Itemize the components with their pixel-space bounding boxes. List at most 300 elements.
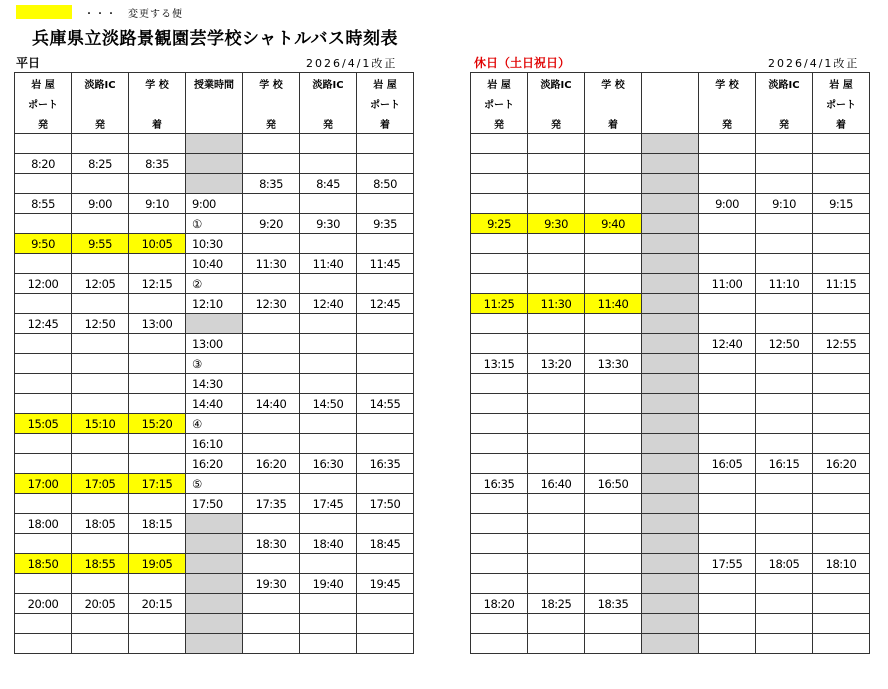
header-cell (642, 93, 699, 113)
time-cell (471, 614, 528, 634)
time-cell: 18:30 (243, 534, 300, 554)
time-cell (15, 354, 72, 374)
time-cell (129, 354, 186, 374)
table-row (471, 194, 870, 214)
time-cell (243, 634, 300, 654)
time-cell (813, 394, 870, 414)
time-cell (756, 354, 813, 374)
header-cell: ポート (813, 93, 870, 113)
header-cell: 発 (15, 113, 72, 134)
time-cell (15, 534, 72, 554)
table-row (471, 414, 870, 434)
time-cell (471, 374, 528, 394)
time-cell (756, 594, 813, 614)
time-cell (756, 414, 813, 434)
time-cell: 9:10 (756, 194, 813, 214)
table-row (471, 634, 870, 654)
time-cell (72, 634, 129, 654)
time-cell (243, 514, 300, 534)
time-cell (357, 414, 414, 434)
time-cell (699, 154, 756, 174)
header-row (15, 93, 414, 113)
time-cell (129, 374, 186, 394)
table-row (15, 574, 414, 594)
time-cell (699, 414, 756, 434)
time-cell (15, 174, 72, 194)
time-cell (15, 134, 72, 154)
time-cell (72, 574, 129, 594)
header-cell: ポート (357, 93, 414, 113)
time-cell: 9:20 (243, 214, 300, 234)
header-cell (528, 93, 585, 113)
time-cell (129, 134, 186, 154)
table-row (15, 494, 414, 514)
time-cell (471, 234, 528, 254)
time-cell (528, 554, 585, 574)
time-cell: 9:30 (300, 214, 357, 234)
time-cell: 11:30 (243, 254, 300, 274)
time-cell (528, 174, 585, 194)
time-cell (585, 494, 642, 514)
time-cell (699, 434, 756, 454)
time-cell (642, 134, 699, 154)
time-cell (756, 534, 813, 554)
time-cell (186, 534, 243, 554)
time-cell: 11:10 (756, 274, 813, 294)
time-cell (813, 634, 870, 654)
table-row (15, 554, 414, 574)
header-cell: 岩 屋 (15, 73, 72, 94)
page-title: 兵庫県立淡路景観園芸学校シャトルバス時刻表 (32, 29, 398, 49)
time-cell (813, 294, 870, 314)
table-row (15, 334, 414, 354)
time-cell (642, 374, 699, 394)
table-row (15, 154, 414, 174)
time-cell (15, 254, 72, 274)
time-cell (300, 374, 357, 394)
time-cell: 14:40 (186, 394, 243, 414)
time-cell: 8:55 (15, 194, 72, 214)
time-cell (300, 634, 357, 654)
header-cell: 淡路IC (528, 73, 585, 94)
time-cell (15, 214, 72, 234)
time-cell (357, 334, 414, 354)
legend-text: ・・・ 変更する便 (84, 8, 183, 20)
time-cell (357, 354, 414, 374)
time-cell (642, 594, 699, 614)
time-cell: 18:20 (471, 594, 528, 614)
time-cell: 16:50 (585, 474, 642, 494)
time-cell (300, 274, 357, 294)
time-cell: 11:40 (300, 254, 357, 274)
time-cell (15, 614, 72, 634)
time-cell (699, 634, 756, 654)
time-cell: ③ (186, 354, 243, 374)
time-cell (186, 554, 243, 574)
time-cell (813, 174, 870, 194)
time-cell (585, 454, 642, 474)
time-cell: 19:05 (129, 554, 186, 574)
table-row (471, 134, 870, 154)
time-cell (756, 254, 813, 274)
time-cell (243, 414, 300, 434)
time-cell: 12:30 (243, 294, 300, 314)
time-cell (186, 154, 243, 174)
time-cell (585, 414, 642, 434)
time-cell: 17:45 (300, 494, 357, 514)
time-cell (300, 314, 357, 334)
time-cell (471, 534, 528, 554)
time-cell (642, 334, 699, 354)
time-cell (585, 434, 642, 454)
time-cell (357, 154, 414, 174)
time-cell (642, 174, 699, 194)
time-cell: 16:40 (528, 474, 585, 494)
time-cell (129, 254, 186, 274)
time-cell (756, 394, 813, 414)
time-cell (15, 374, 72, 394)
time-cell (15, 394, 72, 414)
time-cell (300, 134, 357, 154)
time-cell: 16:35 (357, 454, 414, 474)
weekday-revised: 2026/4/1改正 (306, 57, 398, 70)
time-cell (642, 414, 699, 434)
time-cell (642, 214, 699, 234)
weekday-timetable (14, 72, 414, 654)
table-row (15, 374, 414, 394)
time-cell (471, 254, 528, 274)
time-cell (243, 614, 300, 634)
time-cell: 12:45 (357, 294, 414, 314)
time-cell (300, 354, 357, 374)
time-cell: 11:40 (585, 294, 642, 314)
time-cell (528, 254, 585, 274)
time-cell: 14:55 (357, 394, 414, 414)
time-cell: 12:40 (300, 294, 357, 314)
time-cell (357, 314, 414, 334)
time-cell (585, 374, 642, 394)
time-cell (642, 574, 699, 594)
time-cell (699, 294, 756, 314)
table-row (471, 234, 870, 254)
header-cell (699, 93, 756, 113)
time-cell (357, 374, 414, 394)
table-row (15, 234, 414, 254)
time-cell: 15:20 (129, 414, 186, 434)
time-cell: 20:15 (129, 594, 186, 614)
time-cell: ② (186, 274, 243, 294)
time-cell (699, 174, 756, 194)
time-cell: 17:15 (129, 474, 186, 494)
table-row (471, 494, 870, 514)
time-cell: 11:45 (357, 254, 414, 274)
time-cell (72, 254, 129, 274)
time-cell (186, 614, 243, 634)
time-cell: 11:30 (528, 294, 585, 314)
header-cell: 発 (756, 113, 813, 134)
time-cell: 16:20 (813, 454, 870, 474)
table-row (15, 174, 414, 194)
time-cell (300, 554, 357, 574)
time-cell (72, 134, 129, 154)
header-cell: 着 (129, 113, 186, 134)
time-cell (813, 134, 870, 154)
time-cell (357, 274, 414, 294)
time-cell: 19:45 (357, 574, 414, 594)
time-cell (642, 494, 699, 514)
table-row (471, 214, 870, 234)
table-row (471, 454, 870, 474)
time-cell (813, 214, 870, 234)
table-row (15, 254, 414, 274)
table-row (471, 394, 870, 414)
time-cell (642, 394, 699, 414)
time-cell (528, 454, 585, 474)
time-cell (756, 574, 813, 594)
table-row (471, 274, 870, 294)
time-cell: 9:40 (585, 214, 642, 234)
time-cell: 9:35 (357, 214, 414, 234)
time-cell (72, 214, 129, 234)
time-cell (129, 614, 186, 634)
time-cell: 8:35 (129, 154, 186, 174)
time-cell (756, 134, 813, 154)
holiday-label: 休日（土日祝日） (474, 56, 571, 70)
time-cell: 12:05 (72, 274, 129, 294)
time-cell (699, 374, 756, 394)
time-cell (129, 394, 186, 414)
time-cell (300, 614, 357, 634)
table-row (471, 154, 870, 174)
header-cell: 学 校 (699, 73, 756, 94)
time-cell (813, 154, 870, 174)
table-row (15, 134, 414, 154)
header-cell: 学 校 (129, 73, 186, 94)
time-cell: 8:20 (15, 154, 72, 174)
time-cell: 10:40 (186, 254, 243, 274)
time-cell (642, 554, 699, 574)
time-cell: 9:55 (72, 234, 129, 254)
time-cell (471, 494, 528, 514)
time-cell (528, 154, 585, 174)
table-row (15, 314, 414, 334)
time-cell (642, 354, 699, 374)
time-cell (15, 494, 72, 514)
time-cell (357, 634, 414, 654)
time-cell (15, 294, 72, 314)
header-cell: 淡路IC (300, 73, 357, 94)
table-row (15, 594, 414, 614)
header-cell: 淡路IC (756, 73, 813, 94)
time-cell (813, 354, 870, 374)
time-cell: 20:00 (15, 594, 72, 614)
time-cell: 12:10 (186, 294, 243, 314)
header-cell: 岩 屋 (471, 73, 528, 94)
time-cell: 12:45 (15, 314, 72, 334)
time-cell (642, 154, 699, 174)
time-cell: 19:40 (300, 574, 357, 594)
time-cell: 17:50 (186, 494, 243, 514)
time-cell (699, 394, 756, 414)
table-row (471, 574, 870, 594)
time-cell: 8:50 (357, 174, 414, 194)
time-cell (813, 314, 870, 334)
table-row (15, 474, 414, 494)
time-cell (186, 134, 243, 154)
header-cell (72, 93, 129, 113)
time-cell: 16:35 (471, 474, 528, 494)
table-row (471, 374, 870, 394)
time-cell (300, 334, 357, 354)
time-cell (15, 434, 72, 454)
time-cell (813, 254, 870, 274)
time-cell: 9:10 (129, 194, 186, 214)
header-cell: 発 (243, 113, 300, 134)
time-cell (186, 634, 243, 654)
time-cell (756, 494, 813, 514)
time-cell: 17:00 (15, 474, 72, 494)
time-cell: 10:05 (129, 234, 186, 254)
time-cell (585, 254, 642, 274)
time-cell (72, 354, 129, 374)
legend-swatch (16, 5, 72, 19)
header-cell: 淡路IC (72, 73, 129, 94)
time-cell (129, 174, 186, 194)
time-cell: 18:55 (72, 554, 129, 574)
time-cell (528, 334, 585, 354)
time-cell: 18:10 (813, 554, 870, 574)
time-cell (642, 294, 699, 314)
time-cell (642, 614, 699, 634)
header-cell: 岩 屋 (813, 73, 870, 94)
time-cell: 17:35 (243, 494, 300, 514)
table-row (15, 214, 414, 234)
time-cell (699, 514, 756, 534)
legend (16, 4, 183, 20)
time-cell (528, 314, 585, 334)
header-row (15, 73, 414, 94)
time-cell (756, 214, 813, 234)
time-cell (528, 514, 585, 534)
time-cell: 18:45 (357, 534, 414, 554)
time-cell (699, 534, 756, 554)
time-cell (642, 194, 699, 214)
time-cell (357, 514, 414, 534)
time-cell: 13:15 (471, 354, 528, 374)
header-cell (186, 93, 243, 113)
table-row (15, 394, 414, 414)
header-cell: 授業時間 (186, 73, 243, 94)
time-cell (243, 474, 300, 494)
time-cell (756, 294, 813, 314)
time-cell (243, 274, 300, 294)
time-cell: 13:00 (129, 314, 186, 334)
time-cell (243, 154, 300, 174)
time-cell: 9:50 (15, 234, 72, 254)
time-cell (300, 474, 357, 494)
time-cell (813, 574, 870, 594)
header-cell (300, 93, 357, 113)
time-cell (756, 174, 813, 194)
time-cell: 12:50 (72, 314, 129, 334)
time-cell (585, 334, 642, 354)
header-cell (243, 93, 300, 113)
time-cell: 12:55 (813, 334, 870, 354)
time-cell (129, 494, 186, 514)
time-cell (813, 414, 870, 434)
table-row (471, 354, 870, 374)
time-cell (699, 614, 756, 634)
time-cell (471, 514, 528, 534)
time-cell: 12:50 (756, 334, 813, 354)
time-cell (813, 494, 870, 514)
time-cell (129, 214, 186, 234)
time-cell (756, 234, 813, 254)
header-cell (642, 113, 699, 134)
time-cell (471, 574, 528, 594)
time-cell (528, 134, 585, 154)
time-cell: 18:40 (300, 534, 357, 554)
time-cell (642, 274, 699, 294)
time-cell (471, 394, 528, 414)
time-cell (300, 414, 357, 434)
time-cell: 20:05 (72, 594, 129, 614)
time-cell (72, 334, 129, 354)
time-cell (813, 434, 870, 454)
time-cell: 14:40 (243, 394, 300, 414)
time-cell: 9:00 (72, 194, 129, 214)
table-row (15, 454, 414, 474)
time-cell (756, 614, 813, 634)
time-cell: 9:30 (528, 214, 585, 234)
time-cell: 13:00 (186, 334, 243, 354)
time-cell (585, 194, 642, 214)
time-cell (642, 474, 699, 494)
time-cell (756, 374, 813, 394)
time-cell (471, 154, 528, 174)
table-row (471, 174, 870, 194)
header-cell: 着 (585, 113, 642, 134)
header-row (15, 113, 414, 134)
time-cell (528, 614, 585, 634)
time-cell (528, 194, 585, 214)
time-cell (699, 134, 756, 154)
time-cell (72, 434, 129, 454)
time-cell: 13:20 (528, 354, 585, 374)
time-cell (243, 194, 300, 214)
time-cell (300, 154, 357, 174)
table-row (15, 414, 414, 434)
time-cell (300, 234, 357, 254)
time-cell (642, 234, 699, 254)
time-cell: 16:05 (699, 454, 756, 474)
time-cell (585, 554, 642, 574)
header-cell: 学 校 (585, 73, 642, 94)
time-cell (528, 234, 585, 254)
header-row (471, 113, 870, 134)
time-cell (699, 574, 756, 594)
time-cell: 11:00 (699, 274, 756, 294)
time-cell: 18:35 (585, 594, 642, 614)
time-cell (585, 614, 642, 634)
time-cell (813, 234, 870, 254)
time-cell (813, 534, 870, 554)
time-cell: 16:15 (756, 454, 813, 474)
time-cell (15, 634, 72, 654)
table-row (471, 334, 870, 354)
time-cell (813, 374, 870, 394)
time-cell (357, 554, 414, 574)
